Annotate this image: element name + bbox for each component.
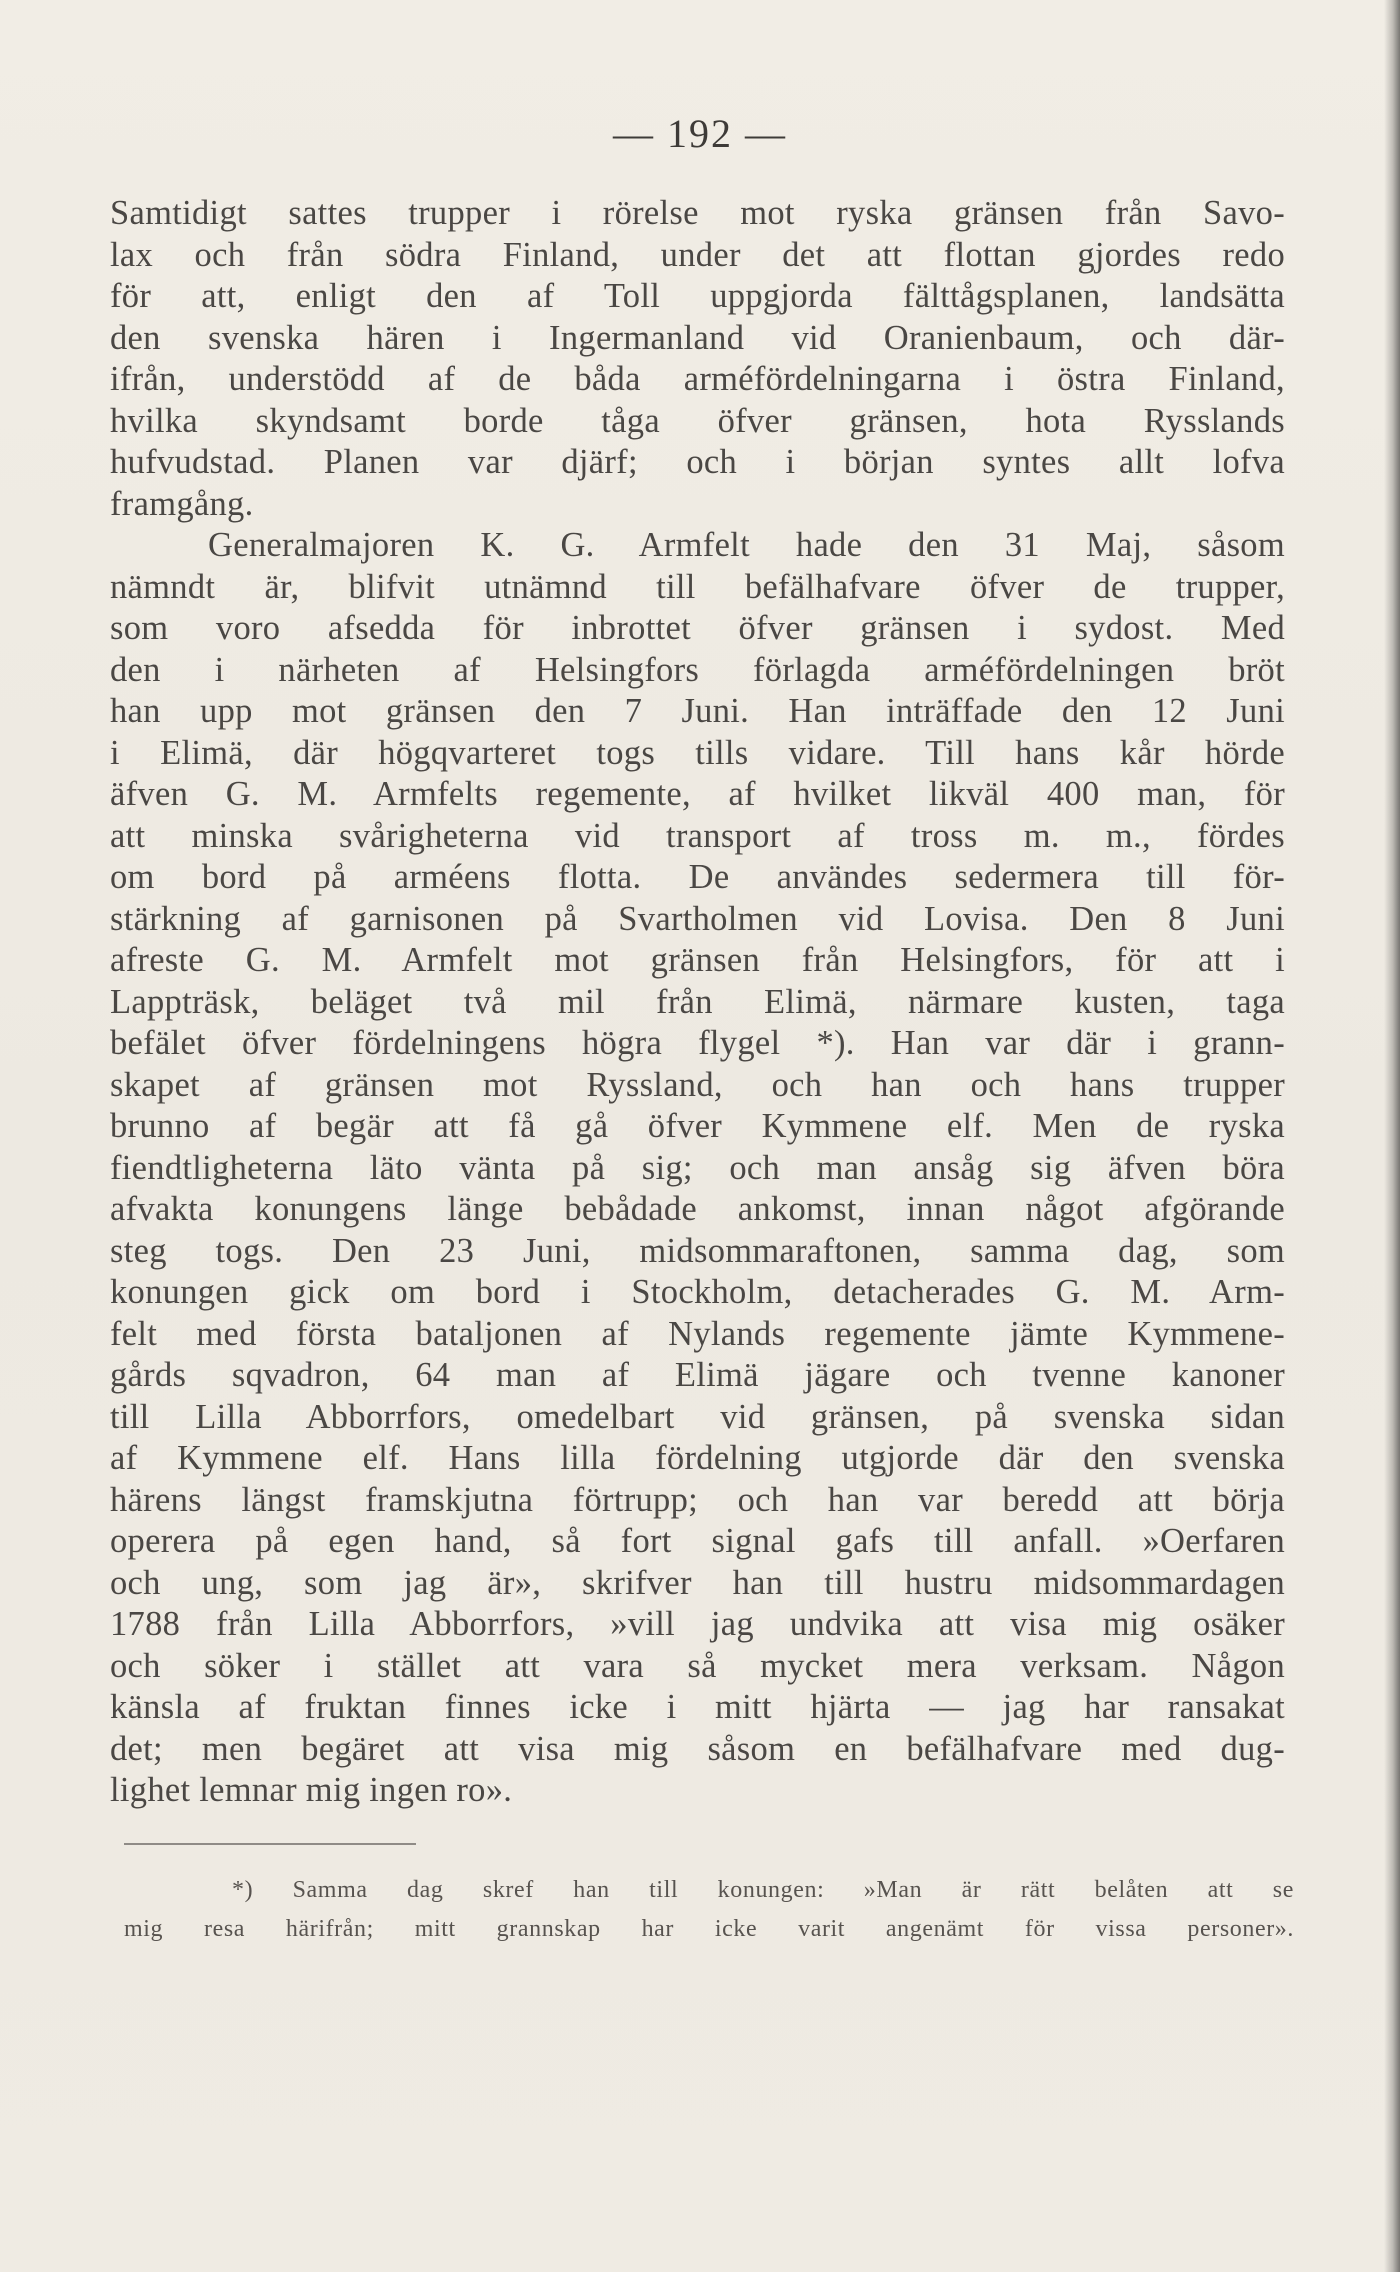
text-line: 1788 från Lilla Abborrfors, »vill jag undvika att visa mig osäker	[110, 1605, 1285, 1643]
text-line: och söker i stället att vara så mycket mera verksam. Någon	[110, 1646, 1285, 1685]
text-line: skapet af gränsen mot Ryssland, och han och hans trupper	[110, 1065, 1285, 1104]
text-line: och ung, som jag är», skrifver han till hustru midsommardagen	[110, 1563, 1285, 1602]
text-line: framgång.	[110, 484, 254, 523]
body-text	[110, 193, 1285, 1812]
text-line: det; men begäret att visa mig såsom en befälhafvare med dug-	[110, 1729, 1285, 1768]
page-edge-shadow	[1384, 0, 1400, 2272]
text-line: stärkning af garnisonen på Svartholmen vid Lovisa. Den 8 Juni	[110, 899, 1285, 938]
text-line: operera på egen hand, så fort signal gafs till anfall. »Oerfaren	[110, 1522, 1285, 1560]
text-line: Samtidigt sattes trupper i rörelse mot ryska gränsen från Savo-	[110, 194, 1285, 232]
text-line: Generalmajoren K. G. Armfelt hade den 31 Maj, såsom	[208, 526, 1285, 564]
text-line: befälet öfver fördelningens högra flygel *). Han var där i grann-	[110, 1024, 1285, 1062]
text-line: han upp mot gränsen den 7 Juni. Han inträffade den 12 Juni	[110, 692, 1285, 730]
text-line: hvilka skyndsamt borde tåga öfver gränsen, hota Rysslands	[110, 401, 1285, 440]
text-line: Lappträsk, beläget två mil från Elimä, närmare kusten, taga	[110, 982, 1285, 1021]
text-line: om bord på arméens flotta. De användes sedermera till för-	[110, 858, 1285, 896]
footnote-line: *) Samma dag skref han till konungen: »Man är rätt belåten att se	[232, 1877, 1294, 1903]
text-line: härens längst framskjutna förtrupp; och han var beredd att börja	[110, 1480, 1285, 1519]
text-line: konungen gick om bord i Stockholm, detacherades G. M. Arm-	[110, 1273, 1285, 1311]
text-line: afvakta konungens länge bebådade ankomst, innan något afgörande	[110, 1190, 1285, 1228]
text-line: hufvudstad. Planen var djärf; och i början syntes allt lofva	[110, 443, 1285, 481]
text-line: lighet lemnar mig ingen ro».	[110, 1771, 513, 1809]
text-line: brunno af begär att få gå öfver Kymmene elf. Men de ryska	[110, 1107, 1285, 1145]
text-line: för att, enligt den af Toll uppgjorda fälttågsplanen, landsätta	[110, 277, 1285, 315]
text-line: steg togs. Den 23 Juni, midsommaraftonen, samma dag, som	[110, 1231, 1285, 1270]
text-line: nämndt är, blifvit utnämnd till befälhafvare öfver de trupper,	[110, 567, 1285, 606]
text-line: den svenska hären i Ingermanland vid Oranienbaum, och där-	[110, 318, 1285, 357]
footnote-line: mig resa härifrån; mitt grannskap har icke varit angenämt för vissa personer».	[124, 1916, 1294, 1942]
text-line: att minska svårigheterna vid transport af tross m. m., fördes	[110, 816, 1285, 855]
text-line: som voro afsedda för inbrottet öfver gränsen i sydost. Med	[110, 609, 1285, 647]
text-line: i Elimä, där högqvarteret togs tills vidare. Till hans kår hörde	[110, 733, 1285, 772]
text-line: till Lilla Abborrfors, omedelbart vid gränsen, på svenska sidan	[110, 1397, 1285, 1436]
text-line: afreste G. M. Armfelt mot gränsen från Helsingfors, för att i	[110, 941, 1285, 979]
text-line: den i närheten af Helsingfors förlagda arméfördelningen bröt	[110, 650, 1285, 689]
text-line: fiendtligheterna läto vänta på sig; och man ansåg sig äfven böra	[110, 1148, 1285, 1187]
text-line: känsla af fruktan finnes icke i mitt hjärta — jag har ransakat	[110, 1688, 1285, 1726]
text-line: gårds sqvadron, 64 man af Elimä jägare och tvenne kanoner	[110, 1356, 1285, 1394]
text-line: felt med första bataljonen af Nylands regemente jämte Kymmene-	[110, 1314, 1285, 1353]
text-line: lax och från södra Finland, under det att flottan gjordes redo	[110, 235, 1285, 274]
text-line: äfven G. M. Armfelts regemente, af hvilket likväl 400 man, för	[110, 775, 1285, 813]
footnote-rule	[124, 1843, 416, 1845]
text-line: af Kymmene elf. Hans lilla fördelning utgjorde där den svenska	[110, 1439, 1285, 1477]
page-number: — 192 —	[613, 111, 787, 156]
text-line: ifrån, understödd af de båda arméfördelningarna i östra Finland,	[110, 360, 1285, 398]
footnote	[124, 1871, 1294, 1949]
